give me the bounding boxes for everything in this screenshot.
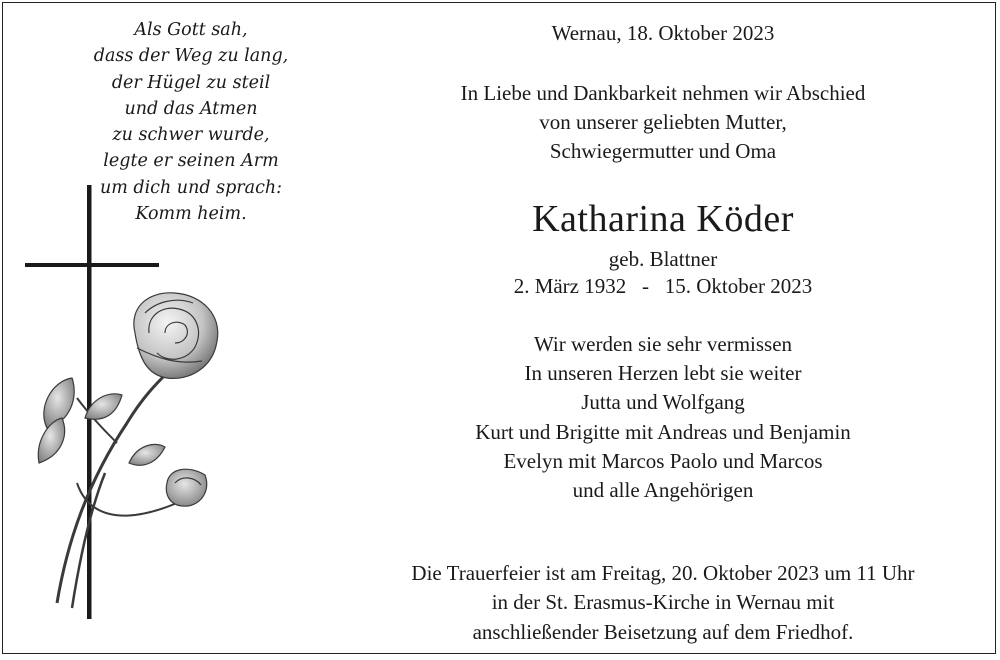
place-date: Wernau, 18. Oktober 2023	[551, 21, 775, 45]
intro-line: In Liebe und Dankbarkeit nehmen wir Abschied	[460, 81, 866, 105]
rose-icon	[38, 293, 217, 608]
poem-line: um dich und sprach:	[99, 177, 283, 198]
funeral-line: Die Trauerfeier ist am Freitag, 20. Oktober 2023 um 11 Uhr	[411, 561, 915, 585]
mourner-line: Kurt und Brigitte mit Andreas und Benjamin	[475, 419, 851, 444]
mourner-line: Jutta und Wolfgang	[581, 390, 745, 415]
mourner-line: und alle Angehörigen	[572, 478, 754, 503]
funeral-info	[333, 559, 993, 647]
birth-name: geb. Blattner	[608, 247, 718, 271]
mourners	[333, 330, 993, 505]
obituary-notice	[2, 2, 996, 654]
funeral-line: in der St. Erasmus-Kirche in Wernau mit	[491, 590, 835, 615]
poem-line: legte er seinen Arm	[103, 151, 279, 172]
cross-and-rose-illustration	[17, 183, 267, 623]
life-dates: 2. März 1932 - 15. Oktober 2023	[513, 274, 813, 298]
poem-line: der Hügel zu steil	[111, 72, 271, 93]
poem-line: Als Gott sah,	[134, 20, 248, 40]
mourner-line: Wir werden sie sehr vermissen	[533, 332, 793, 356]
funeral-line: anschließender Beisetzung auf dem Friedhof.	[472, 619, 854, 644]
poem-line: und das Atmen	[124, 98, 258, 119]
poem-line: zu schwer wurde,	[112, 125, 270, 146]
mourner-line: Evelyn mit Marcos Paolo und Marcos	[503, 448, 823, 473]
cross-icon	[25, 185, 159, 619]
intro-line: Schwiegermutter und Oma	[549, 139, 777, 163]
poem-line: dass der Weg zu lang,	[93, 46, 289, 67]
poem-line: Komm heim.	[135, 204, 247, 225]
intro-line: von unserer geliebten Mutter,	[539, 110, 787, 134]
deceased-name: Katharina Köder	[532, 198, 794, 240]
farewell-intro	[333, 79, 993, 166]
mourner-line: In unseren Herzen lebt sie weiter	[524, 361, 802, 386]
